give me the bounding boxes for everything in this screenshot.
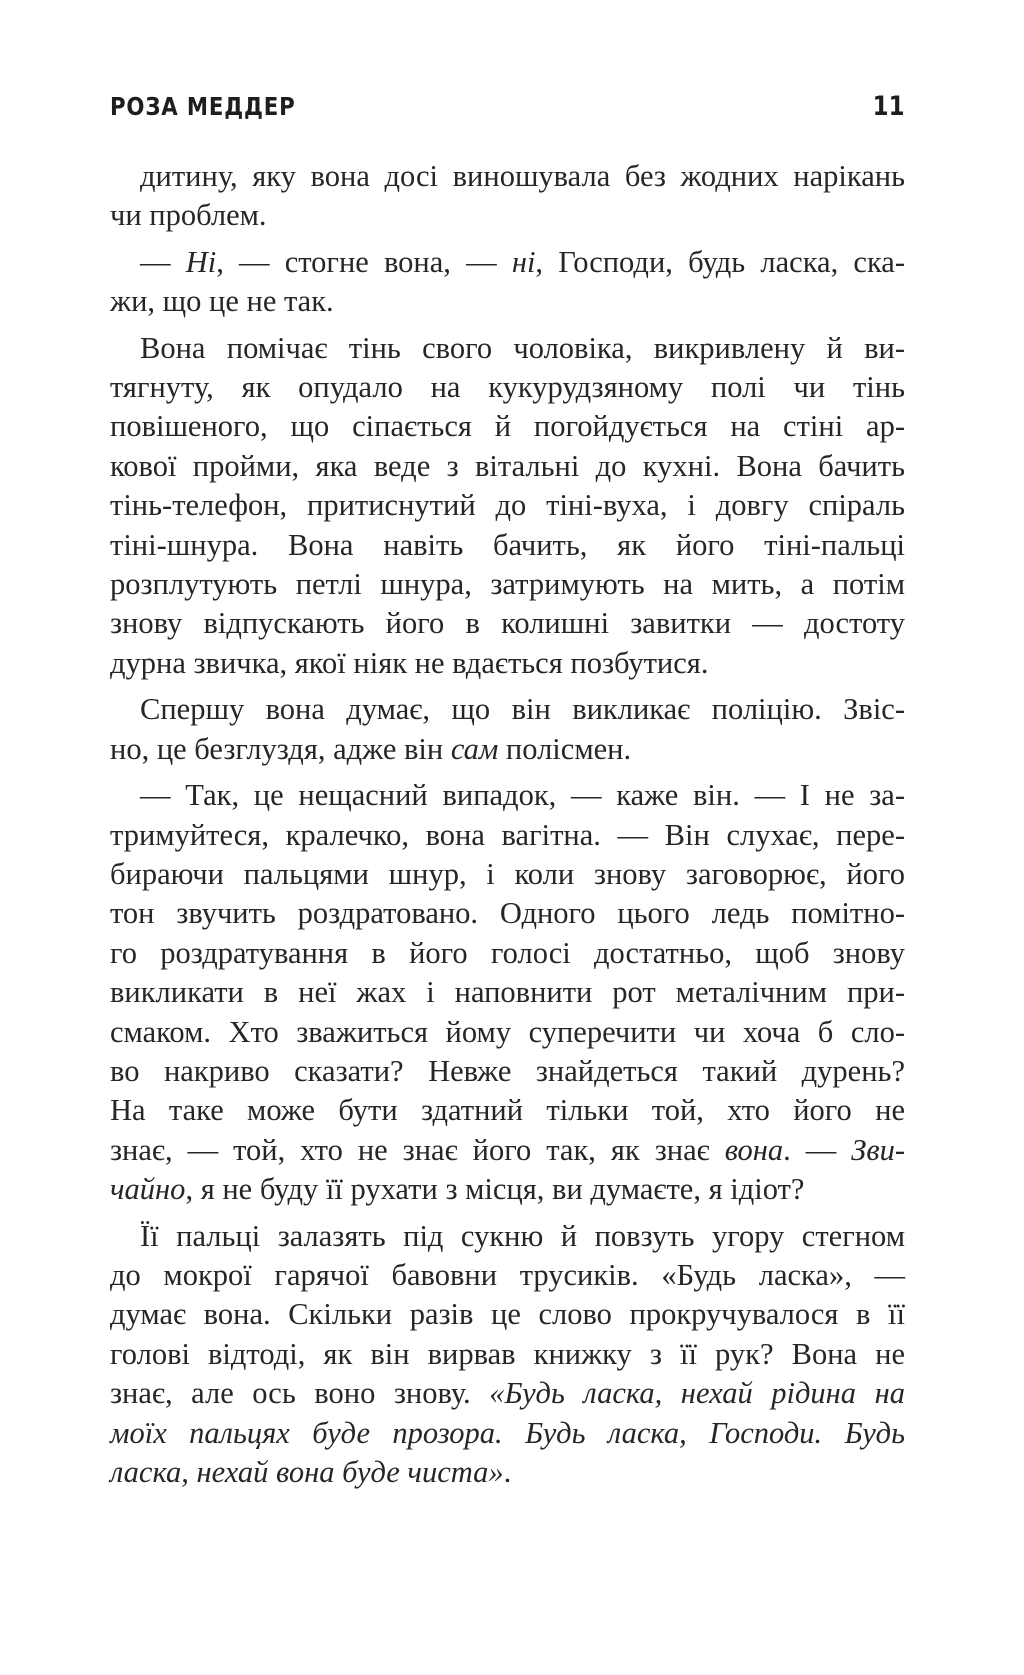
paragraph-gap [110,683,905,690]
text-run: , Господи, будь ласка, ска- [535,244,905,279]
italic-text-run: ні [511,244,536,279]
text-line [110,644,905,683]
text-run: полісмен. [498,731,632,766]
paragraph [110,157,905,236]
text-run: жи, що це не так. [110,284,334,319]
text-line [110,447,905,486]
text-run: . — [783,1132,852,1167]
paragraph [110,776,905,1209]
text-run: голові відтоді, як він вирвав книжку з її рук? Вона не [110,1336,905,1371]
text-run: Спершу вона думає, що він викликає поліцію. Звіс- [140,692,905,727]
text-line [110,243,905,282]
text-run: розплутують петлі шнура, затримують на мить, а потім [110,567,905,602]
text-run: тон звучить роздратовано. Одного цього ледь помітно- [110,896,905,931]
text-line [110,855,905,894]
text-line [110,282,905,321]
text-line [110,526,905,565]
paragraph-gap [110,769,905,776]
text-run: чи проблем. [110,198,267,233]
paragraph [110,1217,905,1493]
text-line [110,690,905,729]
text-line [110,1335,905,1374]
text-line [110,973,905,1012]
text-line [110,157,905,196]
italic-text-run: ласка, нехай вона буде чиста» [110,1455,504,1489]
paragraph [110,329,905,684]
text-run: повішеного, що сіпається й погойдується на стіні ар- [110,409,905,444]
text-run: тягнуту, як опудало на кукурудзяному полі чи тінь [110,370,905,405]
text-line [110,1091,905,1130]
text-run: бираючи пальцями шнур, і коли знову заговорює, його [110,856,905,891]
text-run: тінь-телефон, притиснутий до тіні-вуха, і довгу спіраль [110,488,905,523]
text-run: На таке може бути здатний тільки той, хто його не [110,1093,905,1128]
text-line [110,1217,905,1256]
body-text [110,157,905,1492]
text-run: , я не буду її рухати з місця, ви думаєте, я ідіот? [185,1172,805,1207]
italic-text-run: «Будь ласка, нехай рідина на [489,1376,905,1411]
page-number: 11 [873,90,905,122]
paragraph [110,690,905,769]
text-run: — Так, це нещасний випадок, — каже він. — І не за- [140,778,905,813]
italic-text-run: сам [450,731,499,766]
paragraph-gap [110,236,905,243]
text-line [110,730,905,769]
text-run: но, це безглуздя, адже він [110,731,451,766]
text-line [110,1295,905,1334]
italic-text-run: моїх пальцях буде прозора. Будь ласка, Господи. Будь [110,1415,905,1450]
text-line [110,1374,905,1413]
text-run: . [503,1455,512,1489]
text-run: го роздратування в його голосі достатньо, щоб знову [110,935,905,970]
text-run: кової пройми, яка веде з вітальні до кухні. Вона бачить [110,448,905,483]
text-line [110,1256,905,1295]
text-run: до мокрої гарячої бавовни трусиків. «Будь ласка», — [110,1257,905,1292]
text-line [110,1131,905,1170]
text-run: думає вона. Скільки разів це слово прокручувалося в її [110,1297,905,1332]
text-line [110,368,905,407]
text-run: — [140,244,186,279]
text-line [110,1453,905,1492]
text-line [110,196,905,235]
paragraph-gap [110,1210,905,1217]
paragraph [110,243,905,322]
text-run: дурна звичка, якої ніяк не вдається позбутися. [110,645,709,680]
paragraph-gap [110,322,905,329]
text-line [110,1414,905,1453]
text-run: Її пальці залазять під сукню й повзуть угору стегном [140,1218,905,1253]
text-run: знає, але ось воно знову. [110,1376,490,1411]
text-line [110,329,905,368]
italic-text-run: Зви- [851,1132,906,1167]
text-line [110,407,905,446]
text-line [110,1013,905,1052]
text-run: тіні-шнура. Вона навіть бачить, як його тіні-пальці [110,527,905,562]
text-line [110,565,905,604]
text-run: викликати в неї жах і наповнити рот металічним при- [110,975,905,1010]
text-run: смаком. Хто зважиться йому суперечити чи хоча б сло- [110,1014,905,1049]
text-line [110,1170,905,1209]
italic-text-run: чайно [110,1172,186,1207]
text-line [110,604,905,643]
running-title: РОЗА МЕДДЕР [110,91,296,121]
text-run: знову відпускають його в колишні завитки — достоту [110,606,905,641]
text-line [110,894,905,933]
text-line [110,1052,905,1091]
text-run: тримуйтеся, кралечко, вона вагітна. — Він слухає, пере- [110,817,905,852]
text-run: Вона помічає тінь свого чоловіка, викривлену й ви- [140,330,905,365]
text-line [110,776,905,815]
page-header [110,86,905,126]
text-line [110,934,905,973]
text-line [110,816,905,855]
text-run: знає, — той, хто не знає його так, як знає [110,1132,725,1167]
text-run: , — стогне вона, — [216,244,512,279]
text-run: во накриво сказати? Невже знайдеться такий дурень? [110,1053,905,1088]
text-run: дитину, яку вона досі виношувала без жодних нарікань [140,159,905,193]
italic-text-run: Ні [185,244,217,279]
text-line [110,486,905,525]
italic-text-run: вона [724,1132,784,1167]
